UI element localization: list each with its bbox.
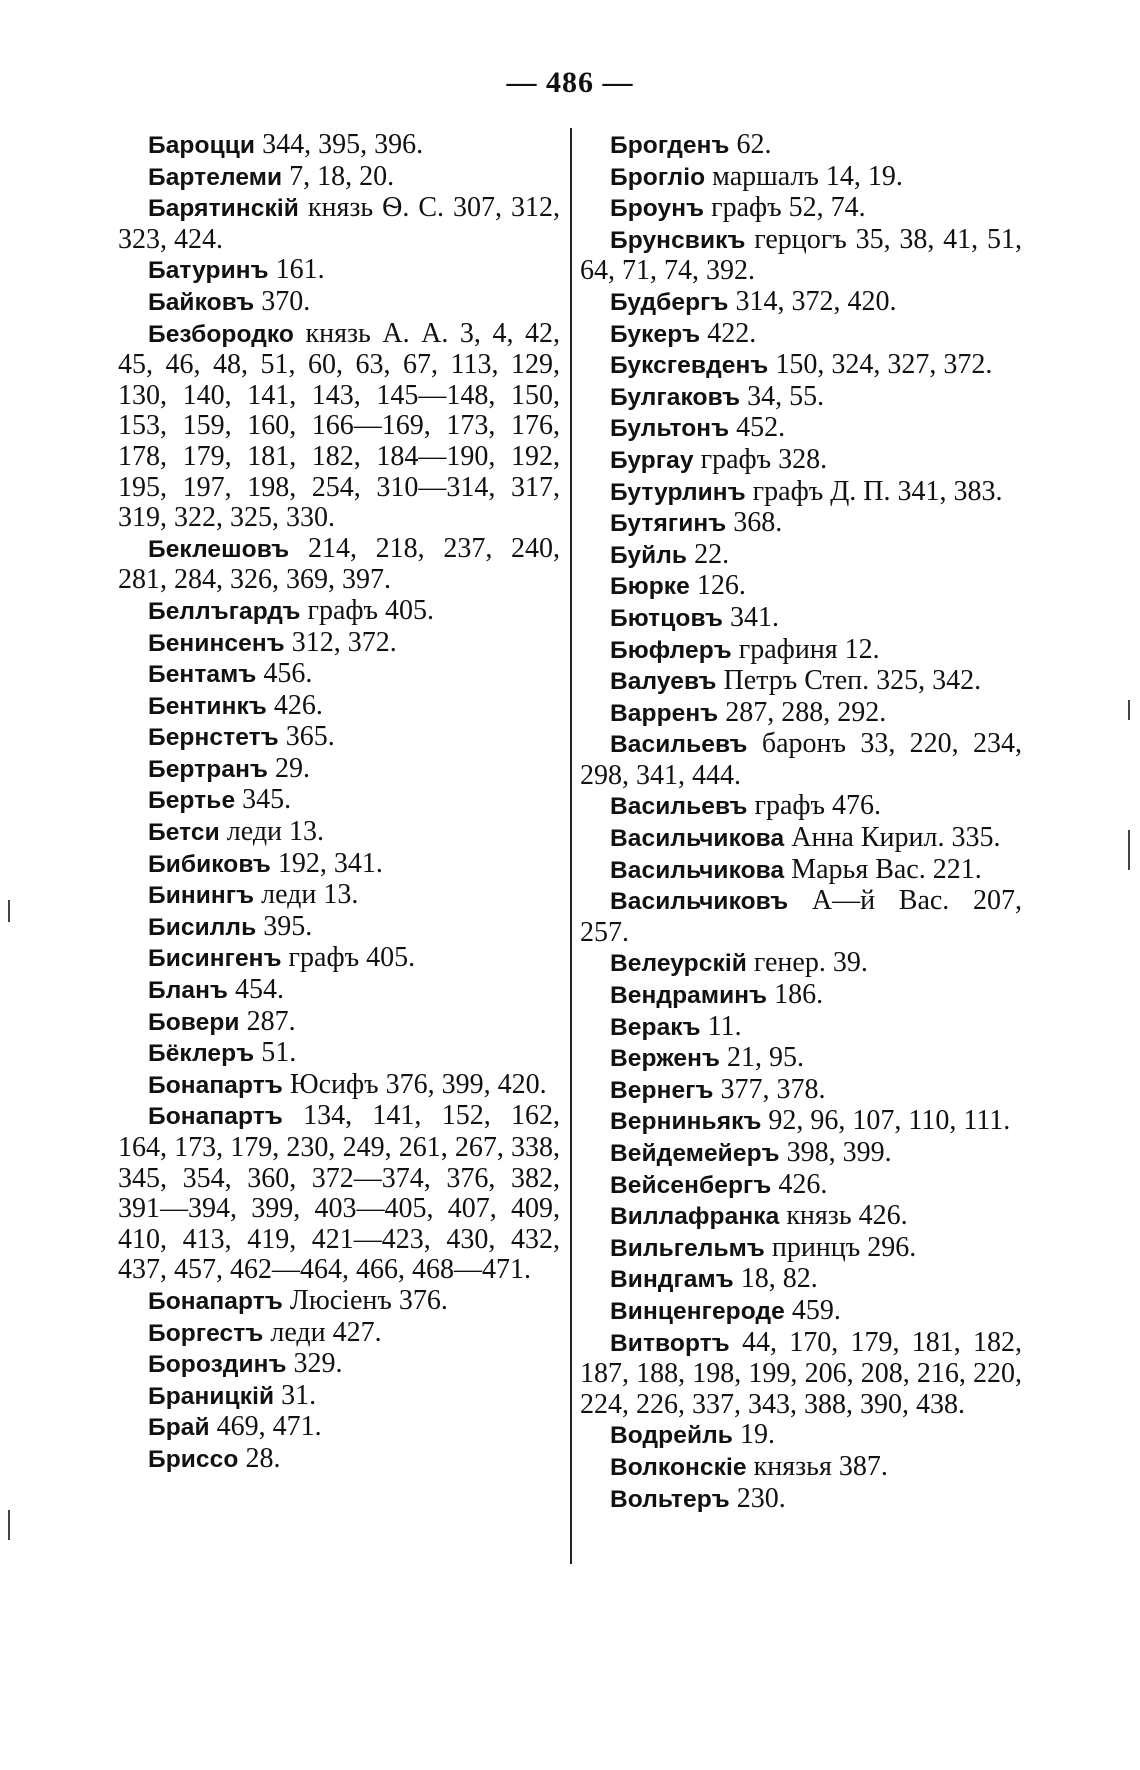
- entry-refs: 44, 170, 179, 181, 182, 187, 188, 198, 199, 206, 208, 216, 220, 224, 226, 337, 343, 388, 390, 438.: [580, 1326, 1023, 1420]
- entry-refs: А—й Вас. 207, 257.: [580, 885, 1022, 948]
- index-entry: [580, 1233, 1022, 1265]
- index-entry: [118, 849, 560, 881]
- entry-refs: 31.: [281, 1379, 317, 1411]
- entry-refs: 92, 96, 107, 110, 111.: [768, 1105, 1011, 1137]
- index-entry: [580, 287, 1022, 319]
- entry-refs: 368.: [733, 507, 783, 539]
- index-entry: [118, 1318, 560, 1350]
- entry-name: Бетси: [148, 819, 220, 847]
- entry-refs: 19.: [739, 1419, 775, 1451]
- index-entry: [580, 382, 1022, 414]
- entry-name: Винценгероде: [610, 1297, 785, 1325]
- index-entry: [118, 817, 560, 849]
- entry-refs: Петръ Степ. 325, 342.: [723, 665, 982, 697]
- entry-name: Бароцци: [148, 132, 256, 159]
- index-entry: [118, 1007, 560, 1039]
- entry-refs: 314, 372, 420.: [735, 285, 897, 317]
- left-column: [118, 130, 560, 1476]
- index-entry: [580, 729, 1022, 791]
- index-entry: [580, 1012, 1022, 1044]
- entry-refs: 21, 95.: [727, 1042, 804, 1074]
- entry-name: Бовери: [148, 1008, 240, 1036]
- entry-refs: 150, 324, 327, 372.: [775, 349, 993, 381]
- margin-mark: [8, 900, 10, 922]
- entry-refs: 456.: [263, 658, 313, 690]
- index-entry: [118, 722, 560, 754]
- entry-name: Букеръ: [610, 320, 701, 348]
- entry-name: Бисилль: [148, 913, 257, 941]
- entry-refs: 192, 341.: [277, 847, 383, 879]
- index-entry: [580, 130, 1022, 162]
- entry-name: Васильевъ: [610, 731, 748, 759]
- index-entry: [580, 635, 1022, 667]
- entry-name: Виндгамъ: [610, 1266, 734, 1294]
- index-entry: [580, 823, 1022, 855]
- entry-name: Верниньякъ: [610, 1108, 762, 1136]
- entry-name: Васильчикова: [610, 856, 785, 884]
- entry-name: Вендраминъ: [610, 982, 768, 1010]
- index-entry: [580, 225, 1022, 287]
- right-column: [580, 130, 1022, 1515]
- index-entry: [580, 1452, 1022, 1484]
- entry-refs: 344, 395, 396.: [262, 129, 424, 160]
- entry-name: Бонапартъ: [148, 1287, 283, 1315]
- entry-refs: баронъ 33, 220, 234, 298, 341, 444.: [580, 728, 1023, 791]
- entry-name: Бонапартъ: [148, 1103, 283, 1131]
- entry-refs: 454.: [234, 974, 284, 1006]
- index-entry: [580, 477, 1022, 509]
- entry-refs: 51.: [261, 1037, 297, 1069]
- entry-refs: 287.: [246, 1005, 296, 1037]
- index-entry: [580, 1264, 1022, 1296]
- entry-refs: Марья Вас. 221.: [791, 853, 982, 885]
- entry-refs: графъ 328.: [700, 443, 828, 475]
- entry-name: Бюрке: [610, 573, 690, 601]
- column-divider: [570, 128, 572, 1564]
- index-entry: [118, 943, 560, 975]
- entry-refs: 22.: [694, 538, 730, 570]
- entry-name: Барятинскій: [148, 195, 299, 223]
- entry-refs: князья 387.: [753, 1450, 888, 1482]
- entry-refs: графъ 476.: [754, 790, 882, 822]
- margin-mark: [1128, 830, 1130, 870]
- index-entry: [580, 540, 1022, 572]
- entry-name: Бернстетъ: [148, 724, 279, 752]
- entry-name: Булгаковъ: [610, 383, 741, 411]
- index-entry: [580, 1328, 1022, 1421]
- entry-name: Байковъ: [148, 288, 255, 316]
- entry-refs: 34, 55.: [747, 380, 825, 412]
- entry-name: Бертранъ: [148, 755, 268, 783]
- entry-name: Витвортъ: [610, 1329, 730, 1357]
- entry-name: Бертье: [148, 787, 236, 815]
- index-entry: [118, 596, 560, 628]
- entry-name: Брай: [148, 1414, 210, 1442]
- entry-refs: 134, 141, 152, 162, 164, 173, 179, 230, 249, 261, 267, 338, 345, 354, 360, 372—374, 376, 382, 391—394, 399, 403—405, 407, 409, 410, 413, 419, 421—423, 430, 432, 437, 457, 462—464, 466, 468—471.: [118, 1100, 561, 1286]
- index-entry: [118, 193, 560, 255]
- entry-refs: князь Ѳ. С. 307, 312, 323, 424.: [118, 192, 560, 255]
- entry-refs: 312, 372.: [291, 626, 397, 658]
- entry-name: Буйль: [610, 541, 688, 569]
- index-entry: [118, 1381, 560, 1413]
- entry-name: Батуринъ: [148, 257, 269, 285]
- entry-name: Вейсенбергъ: [610, 1171, 772, 1199]
- entry-refs: 341.: [729, 601, 779, 633]
- entry-name: Васильчиковъ: [610, 888, 789, 916]
- index-entry: [580, 508, 1022, 540]
- entry-name: Бисингенъ: [148, 945, 282, 973]
- entry-refs: графиня 12.: [738, 633, 880, 665]
- entry-name: Бланъ: [148, 977, 228, 1005]
- index-entry: [118, 1444, 560, 1476]
- entry-name: Бороздинъ: [148, 1351, 287, 1379]
- index-entry: [580, 666, 1022, 698]
- entry-refs: Юсифъ 376, 399, 420.: [289, 1068, 547, 1100]
- entry-refs: 469, 471.: [216, 1411, 322, 1443]
- entry-refs: 29.: [274, 752, 310, 784]
- entry-refs: графъ Д. П. 341, 383.: [752, 475, 1003, 507]
- entry-refs: 11.: [707, 1010, 742, 1042]
- entry-name: Брунсвикъ: [610, 226, 746, 254]
- entry-refs: графъ 405.: [307, 594, 435, 626]
- index-entry: [580, 698, 1022, 730]
- entry-name: Веракъ: [610, 1013, 701, 1041]
- index-entry: [580, 1296, 1022, 1328]
- entry-refs: генер. 39.: [753, 947, 868, 979]
- entry-name: Бутурлинъ: [610, 478, 746, 506]
- entry-refs: 28.: [245, 1442, 281, 1474]
- entry-name: Водрейль: [610, 1422, 733, 1450]
- entry-refs: принцъ 296.: [771, 1231, 917, 1263]
- entry-refs: герцогъ 35, 38, 41, 51, 64, 71, 74, 392.: [580, 223, 1022, 287]
- entry-name: Браницкій: [148, 1382, 275, 1410]
- entry-refs: 18, 82.: [740, 1263, 818, 1295]
- entry-name: Виллафранка: [610, 1203, 780, 1231]
- entry-refs: 422.: [707, 317, 757, 349]
- entry-name: Боргестъ: [148, 1319, 264, 1347]
- index-entry: [580, 1075, 1022, 1107]
- entry-name: Беклешовъ: [148, 535, 290, 563]
- entry-name: Бибиковъ: [148, 850, 271, 878]
- entry-refs: князь 426.: [786, 1200, 908, 1232]
- index-entry: [580, 445, 1022, 477]
- entry-name: Броунъ: [610, 195, 705, 223]
- index-entry: [118, 255, 560, 287]
- entry-name: Варренъ: [610, 699, 719, 727]
- entry-refs: 214, 218, 237, 240, 281, 284, 326, 369, 397.: [118, 532, 561, 596]
- entry-name: Бриссо: [148, 1445, 239, 1473]
- entry-name: Будбергъ: [610, 288, 729, 316]
- margin-mark: [8, 1510, 10, 1540]
- entry-refs: 186.: [774, 979, 824, 1011]
- page-number: — 486 —: [506, 66, 634, 99]
- entry-refs: 377, 378.: [720, 1073, 826, 1105]
- index-entry: [118, 319, 560, 534]
- entry-name: Вернегъ: [610, 1076, 714, 1104]
- entry-refs: князь А. А. 3, 4, 42, 45, 46, 48, 51, 60, 63, 67, 113, 129, 130, 140, 141, 143, 145—148, 150, 153, 159, 160, 166—169, 173, 176, 178, 179, 181, 182, 184—190, 192, 195, 197, 198, 254, 310—314, 317, 319, 322, 325, 330.: [118, 317, 560, 534]
- entry-refs: 126.: [696, 570, 746, 602]
- entry-name: Вейдемейеръ: [610, 1140, 780, 1167]
- index-entry: [118, 1412, 560, 1444]
- entry-refs: 329.: [293, 1348, 343, 1380]
- entry-name: Бентамъ: [148, 661, 257, 689]
- entry-name: Вильгельмъ: [610, 1234, 765, 1262]
- entry-refs: 395.: [263, 910, 313, 942]
- index-entry: [580, 1138, 1022, 1170]
- index-entry: [118, 1038, 560, 1070]
- index-entry: [118, 162, 560, 194]
- index-entry: [118, 754, 560, 786]
- entry-name: Бинингъ: [148, 882, 255, 910]
- index-entry: [580, 162, 1022, 194]
- index-entry: [580, 1106, 1022, 1138]
- entry-name: Бартелеми: [148, 163, 283, 191]
- index-entry: [580, 193, 1022, 225]
- entry-refs: 345.: [242, 784, 292, 816]
- index-entry: [580, 1170, 1022, 1202]
- index-entry: [580, 948, 1022, 980]
- entry-name: Волконскіе: [610, 1453, 747, 1481]
- entry-refs: 230.: [736, 1482, 786, 1514]
- entry-refs: леди 13.: [226, 816, 325, 848]
- index-entry: [580, 1201, 1022, 1233]
- index-entry: [580, 350, 1022, 382]
- index-entry: [118, 880, 560, 912]
- index-entry: [118, 1070, 560, 1102]
- index-entry: [118, 975, 560, 1007]
- entry-name: Верженъ: [610, 1045, 720, 1073]
- entry-refs: 370.: [261, 285, 311, 317]
- margin-mark: [1128, 700, 1130, 720]
- index-entry: [580, 980, 1022, 1012]
- entry-refs: 398, 399.: [786, 1137, 892, 1168]
- index-entry: [118, 534, 560, 596]
- index-entry: [580, 603, 1022, 635]
- entry-refs: 426.: [778, 1168, 828, 1200]
- entry-name: Вольтеръ: [610, 1485, 730, 1513]
- index-entry: [118, 1349, 560, 1381]
- entry-name: Беллъгардъ: [148, 597, 301, 625]
- entry-name: Валуевъ: [610, 668, 717, 696]
- index-entry: [118, 691, 560, 723]
- entry-name: Бультонъ: [610, 415, 730, 443]
- entry-refs: леди 13.: [261, 879, 359, 911]
- entry-refs: 62.: [736, 129, 772, 160]
- entry-name: Бюфлеръ: [610, 636, 732, 664]
- entry-refs: маршалъ 14, 19.: [712, 160, 903, 192]
- entry-refs: Анна Кирил. 335.: [791, 822, 1001, 854]
- entry-name: Буксгевденъ: [610, 352, 769, 380]
- index-entry: [118, 287, 560, 319]
- index-entry: [580, 413, 1022, 445]
- index-entry: [580, 1420, 1022, 1452]
- index-entry: [580, 791, 1022, 823]
- index-entry: [580, 1484, 1022, 1516]
- entry-name: Бёклеръ: [148, 1040, 255, 1068]
- entry-refs: 426.: [273, 689, 323, 721]
- entry-name: Бентинкъ: [148, 692, 267, 720]
- index-entry: [118, 785, 560, 817]
- index-entry: [580, 319, 1022, 351]
- index-entry: [580, 571, 1022, 603]
- entry-refs: леди 427.: [270, 1316, 382, 1348]
- entry-refs: 161.: [275, 254, 325, 286]
- entry-refs: Люсіенъ 376.: [289, 1284, 448, 1316]
- entry-name: Велеурскій: [610, 950, 747, 978]
- entry-name: Бонапартъ: [148, 1071, 283, 1099]
- index-entry: [118, 1101, 560, 1286]
- entry-name: Бургау: [610, 446, 694, 474]
- index-entry: [580, 855, 1022, 887]
- index-entry: [118, 659, 560, 691]
- index-entry: [580, 886, 1022, 948]
- index-entry: [118, 130, 560, 162]
- index-entry: [118, 912, 560, 944]
- index-entry: [118, 1286, 560, 1318]
- entry-name: Безбородко: [148, 320, 294, 348]
- entry-name: Бютцовъ: [610, 604, 723, 632]
- entry-name: Бутягинъ: [610, 510, 727, 538]
- index-entry: [580, 1043, 1022, 1075]
- entry-name: Брогденъ: [610, 132, 730, 159]
- entry-refs: 287, 288, 292.: [725, 696, 887, 728]
- entry-refs: 365.: [285, 721, 335, 753]
- entry-refs: 7, 18, 20.: [289, 160, 395, 192]
- entry-name: Брогліо: [610, 163, 706, 191]
- entry-refs: 452.: [736, 412, 786, 444]
- index-entry: [118, 628, 560, 660]
- entry-refs: графъ 405.: [288, 942, 416, 974]
- entry-refs: графъ 52, 74.: [711, 192, 866, 224]
- entry-name: Бенинсенъ: [148, 629, 285, 657]
- entry-name: Васильевъ: [610, 793, 748, 821]
- entry-name: Васильчикова: [610, 825, 785, 853]
- entry-refs: 459.: [791, 1294, 841, 1326]
